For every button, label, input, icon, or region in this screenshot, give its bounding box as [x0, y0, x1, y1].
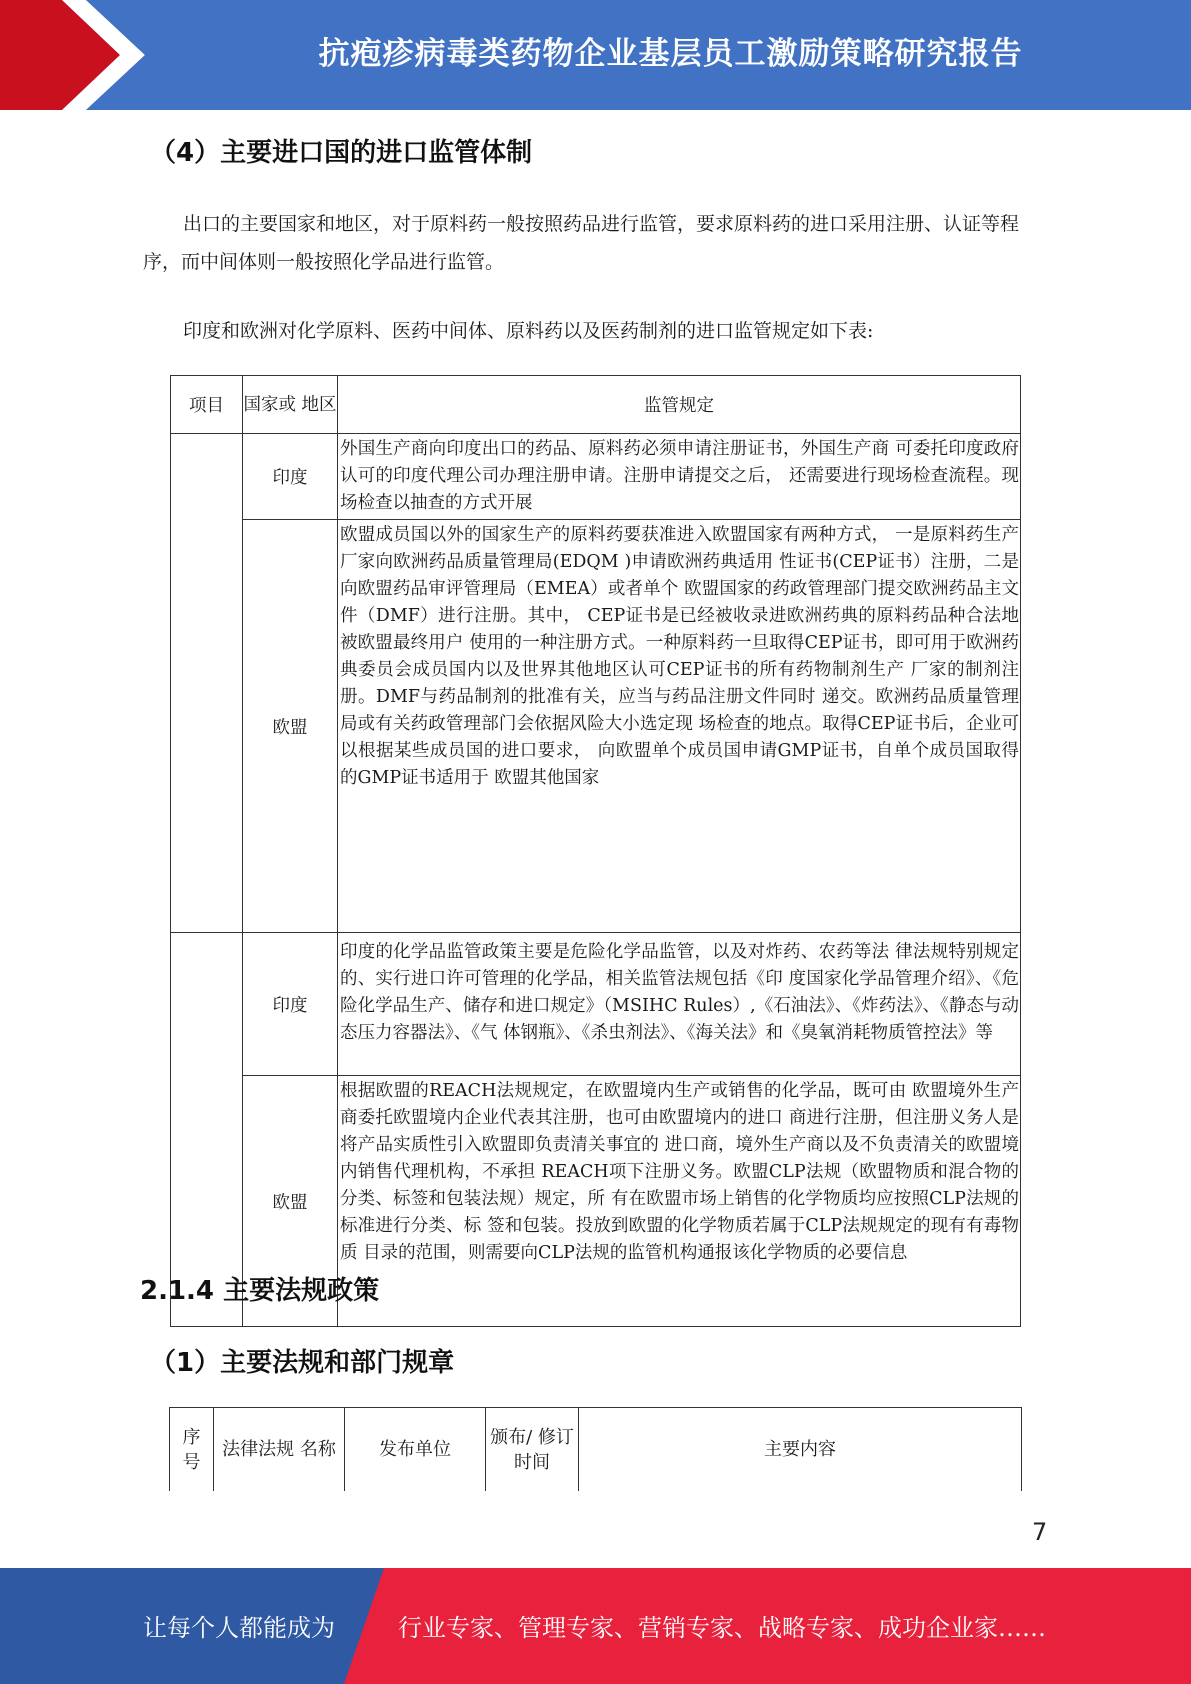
import-regulation-table	[170, 375, 1021, 1327]
regulation-cell: 欧盟成员国以外的国家生产的原料药要获准进入欧盟国家有两种方式， 一是原料药生产厂家向欧洲药品质量管理局(EDQM )申请欧洲药典适用 性证书(CEP证书）注册，二是向欧盟药品审评管理局（EMEA）或者单个 欧盟国家的药政管理部门提交欧洲药品主文件（DMF）进行注册。其中， CEP证书是已经被收录进欧洲药典的原料药品种合法地被欧盟最终用户 使用的一种注册方式。一种原料药一旦取得CEP证书，即可用于欧洲药 典委员会成员国内以及世界其他地区认可CEP证书的所有药物制剂生产 厂家的制剂注册。DMF与药品制剂的批准有关，应当与药品注册文件同时 递交。欧洲药品质量管理局或有关药政管理部门会依据风险大小选定现 场检查的地点。取得CEP证书后，企业可以根据某些成员国的进口要求， 向欧盟单个成员国申请GMP证书，自单个成员国取得的GMP证书适用于 欧盟其他国家	[338, 520, 1021, 933]
header-cell-region: 国家或 地区	[243, 376, 338, 434]
page-header	[0, 0, 1191, 110]
table-row	[171, 933, 1021, 1076]
header-cell-date: 颁布/ 修订 时间	[486, 1408, 579, 1492]
report-title: 抗疱疹病毒类药物企业基层员工激励策略研究报告	[318, 35, 1023, 72]
header-cell-content: 主要内容	[579, 1408, 1022, 1492]
item-cell-empty	[171, 434, 243, 933]
header-cell-law-name: 法律法规 名称	[214, 1408, 345, 1492]
region-cell: 欧盟	[243, 1076, 338, 1327]
section-heading-import-regulation: （4）主要进口国的进口监管体制	[150, 138, 533, 168]
footer-slogan-right: 行业专家、管理专家、营销专家、战略专家、成功企业家……	[398, 1614, 1046, 1642]
region-cell: 印度	[243, 933, 338, 1076]
table-row	[171, 520, 1021, 933]
footer-slogan-left: 让每个人都能成为	[143, 1614, 335, 1642]
header-cell-issuer: 发布单位	[345, 1408, 486, 1492]
page-number: 7	[1032, 1518, 1048, 1546]
table-header-row	[170, 1408, 1022, 1492]
regulation-cell: 外国生产商向印度出口的药品、原料药必须申请注册证书，外国生产商 可委托印度政府认可的印度代理公司办理注册申请。注册申请提交之后， 还需要进行现场检查流程。现场检查以抽查的方式开展	[338, 434, 1021, 520]
regulation-cell: 根据欧盟的REACH法规规定，在欧盟境内生产或销售的化学品，既可由 欧盟境外生产商委托欧盟境内企业代表其注册，也可由欧盟境内的进口 商进行注册，但注册义务人是将产品实质性引入欧盟即负责清关事宜的 进口商，境外生产商以及不负责清关的欧盟境内销售代理机构，不承担 REACH项下注册义务。欧盟CLP法规（欧盟物质和混合物的分类、标签和包装法规）规定，所 有在欧盟市场上销售的化学物质均应按照CLP法规的标准进行分类、标 签和包装。投放到欧盟的化学物质若属于CLP法规规定的现有有毒物质 目录的范围，则需要向CLP法规的监管机构通报该化学物质的必要信息	[338, 1076, 1021, 1327]
header-cell-item: 项目	[171, 376, 243, 434]
paragraph-intro: 出口的主要国家和地区，对于原料药一般按照药品进行监管，要求原料药的进口采用注册、认证等程序，而中间体则一般按照化学品进行监管。	[143, 213, 1020, 273]
paragraph-table-intro: 印度和欧洲对化学原料、医药中间体、原料药以及医药制剂的进口监管规定如下表:	[183, 320, 874, 342]
region-cell: 欧盟	[243, 520, 338, 933]
region-cell: 印度	[243, 434, 338, 520]
table-row	[171, 434, 1021, 520]
section-heading-regulations: 2.1.4 主要法规政策	[140, 1276, 380, 1306]
laws-table	[169, 1407, 1022, 1491]
header-arrow-graphic	[0, 0, 150, 110]
page-footer	[0, 1568, 1191, 1684]
item-cell-empty	[171, 933, 243, 1327]
regulation-cell: 印度的化学品监管政策主要是危险化学品监管，以及对炸药、农药等法 律法规特别规定的、实行进口许可管理的化学品，相关监管法规包括《印 度国家化学品管理介绍》、《危险化学品生产、储存和进口规定》（MSIHC Rules）,《石油法》、《炸药法》、《静态与动态压力容器法》、《气 体钢瓶》、《杀虫剂法》、《海关法》和《臭氧消耗物质管控法》等	[338, 933, 1021, 1076]
table-header-row	[171, 376, 1021, 434]
sub-heading-laws: （1）主要法规和部门规章	[150, 1348, 455, 1378]
header-cell-regulation: 监管规定	[338, 376, 1021, 434]
header-cell-no: 序 号	[170, 1408, 214, 1492]
